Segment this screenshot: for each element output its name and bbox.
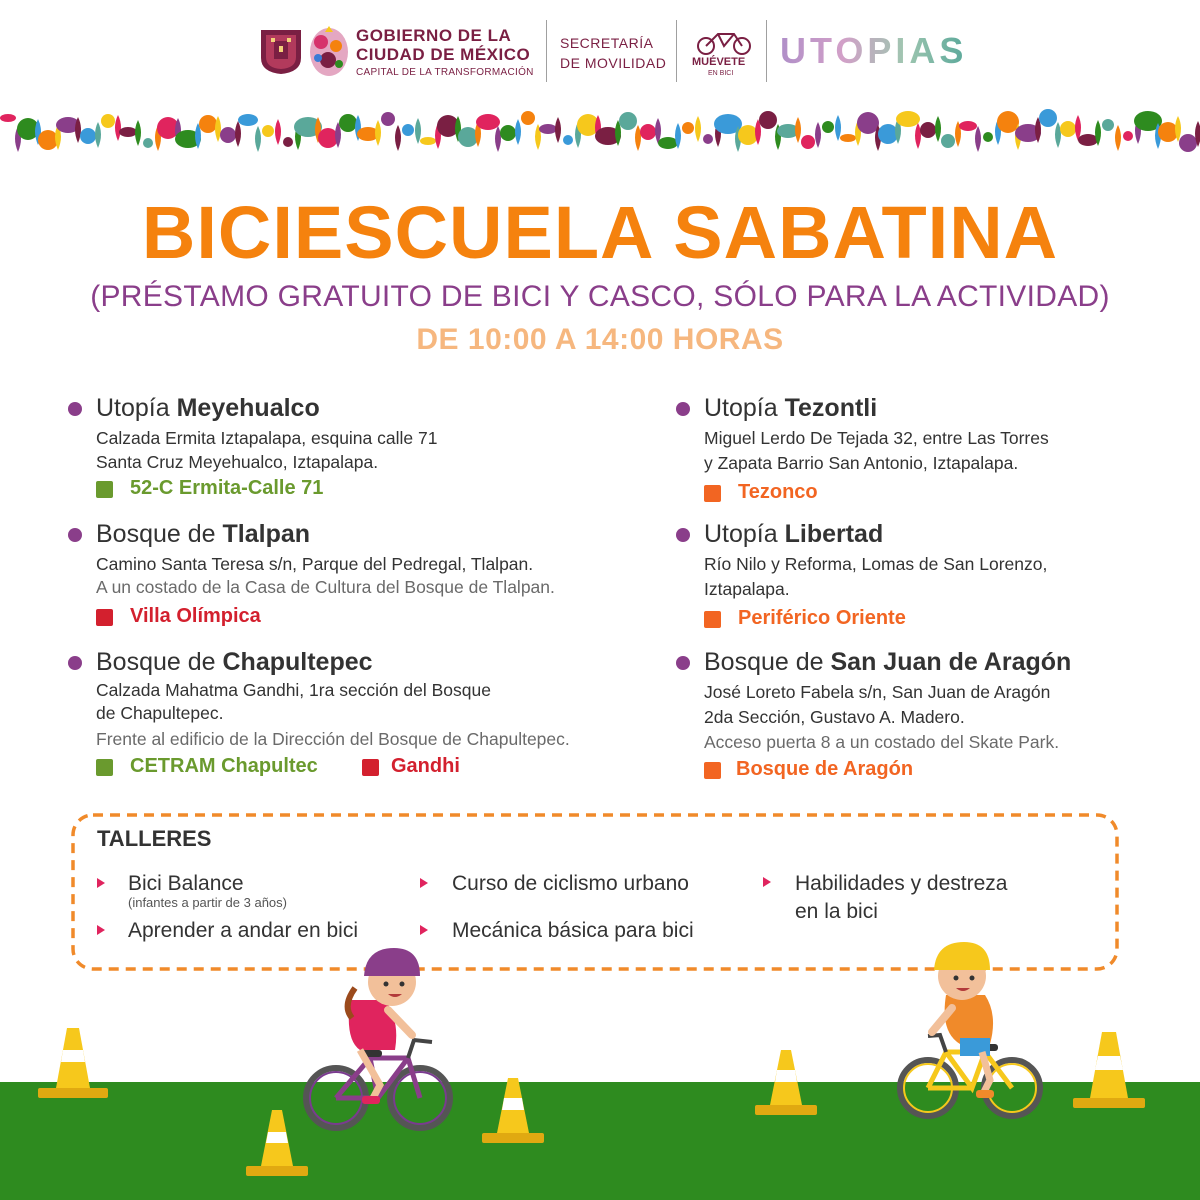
decorative-leaf — [915, 123, 921, 149]
decorative-shape — [458, 127, 478, 147]
decorative-leaf — [1115, 125, 1121, 151]
station-label: Villa Olímpica — [130, 605, 261, 627]
gov-subtitle: CAPITAL DE LA TRANSFORMACIÓN — [356, 67, 534, 78]
decorative-leaf — [495, 126, 501, 152]
decorative-shape — [1060, 121, 1076, 137]
location-address: Iztapalapa. — [704, 579, 790, 599]
grass-ground — [0, 1082, 1200, 1200]
station-label: Bosque de Aragón — [736, 758, 914, 780]
decorative-shape — [738, 125, 758, 145]
station-label: CETRAM Chapultec — [130, 755, 318, 777]
location-note: Acceso puerta 8 a un costado del Skate Park. — [704, 732, 1060, 752]
location-address: Miguel Lerdo De Tejada 32, entre Las Torres — [704, 428, 1049, 448]
decorative-shape — [857, 112, 879, 134]
taller-item-line1: Habilidades y destreza — [795, 872, 1008, 895]
decorative-shape — [682, 122, 694, 134]
taller-item: Mecánica básica para bici — [452, 919, 694, 942]
decorative-leaf — [935, 116, 941, 142]
decorative-shape — [896, 111, 920, 127]
decorative-leaf — [555, 117, 561, 143]
location-title: Utopía Meyehualco — [96, 394, 320, 422]
decorative-shape — [283, 137, 293, 147]
talleres-title: TALLERES — [97, 826, 212, 851]
decorative-leaf — [135, 120, 141, 146]
decorative-shape — [101, 114, 115, 128]
decorative-shape — [1078, 134, 1098, 146]
location-address: Río Nilo y Reforma, Lomas de San Lorenzo, — [704, 554, 1048, 574]
header-divider — [676, 20, 677, 82]
decorative-leaf — [835, 115, 841, 141]
decorative-shape — [199, 115, 217, 133]
location-title: Utopía Libertad — [704, 520, 884, 548]
bullet-icon — [420, 878, 428, 888]
decorative-leaf — [255, 126, 261, 152]
location-title: Bosque de Chapultepec — [96, 648, 373, 676]
decorative-shape — [1158, 122, 1178, 142]
decorative-leaf — [815, 122, 821, 148]
station-label: Periférico Oriente — [738, 607, 906, 629]
decorative-leaf — [395, 125, 401, 151]
decorative-shape — [318, 128, 338, 148]
decorative-shape — [220, 127, 236, 143]
station-label: Gandhi — [391, 755, 460, 777]
decorative-leaf — [275, 119, 281, 145]
secretaria-line2: DE MOVILIDAD — [560, 55, 667, 71]
decorative-shape — [920, 122, 936, 138]
location-address: Camino Santa Teresa s/n, Parque del Pedregal, Tlalpan. — [96, 554, 534, 574]
metrobus-icon — [96, 609, 113, 626]
decorative-leaf — [235, 121, 241, 147]
decorative-shape — [402, 124, 414, 136]
decorative-leaf — [795, 117, 801, 143]
decorative-shape — [500, 125, 516, 141]
decorative-leaf — [635, 125, 641, 151]
decorative-shape — [822, 121, 834, 133]
location-title: Utopía Tezontli — [704, 394, 878, 422]
decorative-shape — [80, 128, 96, 144]
bullet-dot — [68, 402, 82, 416]
metrobus-icon — [362, 759, 379, 776]
decorative-shape — [143, 138, 153, 148]
decorative-shape — [1102, 119, 1114, 131]
bullet-icon — [97, 878, 105, 888]
bullet-dot — [676, 656, 690, 670]
gov-line2: CIUDAD DE MÉXICO — [356, 45, 531, 64]
bullet-dot — [68, 656, 82, 670]
header-divider — [766, 20, 767, 82]
cetram-icon — [96, 481, 113, 498]
decorative-shape — [941, 134, 955, 148]
location-address: 2da Sección, Gustavo A. Madero. — [704, 707, 965, 727]
location-address: Calzada Ermita Iztapalapa, esquina calle 71 — [96, 428, 438, 448]
cetram-icon — [96, 759, 113, 776]
decorative-leaf — [375, 120, 381, 146]
gov-line1: GOBIERNO DE LA — [356, 26, 512, 45]
header — [0, 0, 1200, 98]
bullet-dot — [68, 528, 82, 542]
decorative-shape — [959, 121, 977, 131]
decorative-shape — [619, 112, 637, 130]
decorative-shape — [759, 111, 777, 129]
bullet-dot — [676, 528, 690, 542]
decorative-shape — [38, 130, 58, 150]
decorative-leaf — [515, 119, 521, 145]
location-address: José Loreto Fabela s/n, San Juan de Aragón — [704, 682, 1051, 702]
location-address: de Chapultepec. — [96, 703, 224, 723]
metro-icon — [704, 762, 721, 779]
page-title: BICIESCUELA SABATINA — [141, 191, 1059, 274]
decorative-shape — [878, 124, 898, 144]
bullet-dot — [676, 402, 690, 416]
decorative-shape — [339, 114, 357, 132]
decorative-leaf — [975, 126, 981, 152]
decorative-shape — [238, 114, 258, 126]
heart-emblem-logo — [306, 20, 352, 80]
bullet-icon — [97, 925, 105, 935]
decorative-shape — [1039, 109, 1057, 127]
taller-item-line2: en la bici — [795, 900, 878, 923]
station-label: 52-C Ermita-Calle 71 — [130, 477, 324, 499]
decorative-shape — [1179, 134, 1197, 152]
station-label: Tezonco — [738, 481, 818, 503]
kids-biking-scene — [0, 940, 1200, 1200]
location-address: Calzada Mahatma Gandhi, 1ra sección del Bosque — [96, 680, 491, 700]
location-address: Santa Cruz Meyehualco, Iztapalapa. — [96, 452, 379, 472]
taller-item: Curso de ciclismo urbano — [452, 872, 689, 895]
decorative-leaf — [115, 115, 121, 141]
decorative-shape — [983, 132, 993, 142]
decorative-leaf — [415, 118, 421, 144]
decorative-shape — [0, 114, 16, 122]
taller-item: Bici Balance — [128, 872, 244, 895]
decorative-shape — [563, 135, 573, 145]
decorative-shape — [658, 137, 678, 149]
location-note: Frente al edificio de la Dirección del Bosque de Chapultepec. — [96, 729, 570, 749]
decorative-shape — [1123, 131, 1133, 141]
decorative-shape — [539, 124, 557, 134]
muevete-label: MUÉVETE — [692, 56, 746, 68]
schedule-hours: DE 10:00 A 14:00 HORAS — [416, 323, 784, 356]
bullet-icon — [420, 925, 428, 935]
decorative-floral-band — [0, 100, 1200, 160]
location-address: y Zapata Barrio San Antonio, Iztapalapa. — [704, 453, 1019, 473]
header-divider — [546, 20, 547, 82]
taller-item: Aprender a andar en bici — [128, 919, 358, 942]
muevete-sub: EN BICI — [708, 70, 734, 77]
decorative-shape — [840, 134, 856, 142]
decorative-leaf — [1055, 122, 1061, 148]
bike-icon — [692, 26, 756, 56]
bullet-icon — [763, 877, 771, 887]
decorative-shape — [381, 112, 395, 126]
location-title: Bosque de San Juan de Aragón — [704, 648, 1072, 676]
taller-note: (infantes a partir de 3 años) — [128, 895, 287, 910]
utopias-logo: UTOPIAS — [780, 30, 968, 71]
decorative-shape — [640, 124, 656, 140]
decorative-shape — [521, 111, 535, 125]
decorative-shape — [703, 134, 713, 144]
decorative-shape — [262, 125, 274, 137]
decorative-leaf — [95, 122, 101, 148]
cdmx-crest-logo — [258, 24, 304, 76]
page-subtitle: (PRÉSTAMO GRATUITO DE BICI Y CASCO, SÓLO PARA LA ACTIVIDAD) — [90, 280, 1110, 313]
decorative-shape — [476, 114, 500, 130]
location-title: Bosque de Tlalpan — [96, 520, 311, 548]
location-note: A un costado de la Casa de Cultura del Bosque de Tlalpan. — [96, 577, 555, 597]
decorative-shape — [119, 127, 137, 137]
decorative-shape — [801, 135, 815, 149]
decorative-shape — [420, 137, 436, 145]
metro-icon — [704, 485, 721, 502]
decorative-leaf — [695, 116, 701, 142]
metro-icon — [704, 611, 721, 628]
secretaria-line1: SECRETARÍA — [560, 35, 654, 51]
decorative-shape — [997, 111, 1019, 133]
